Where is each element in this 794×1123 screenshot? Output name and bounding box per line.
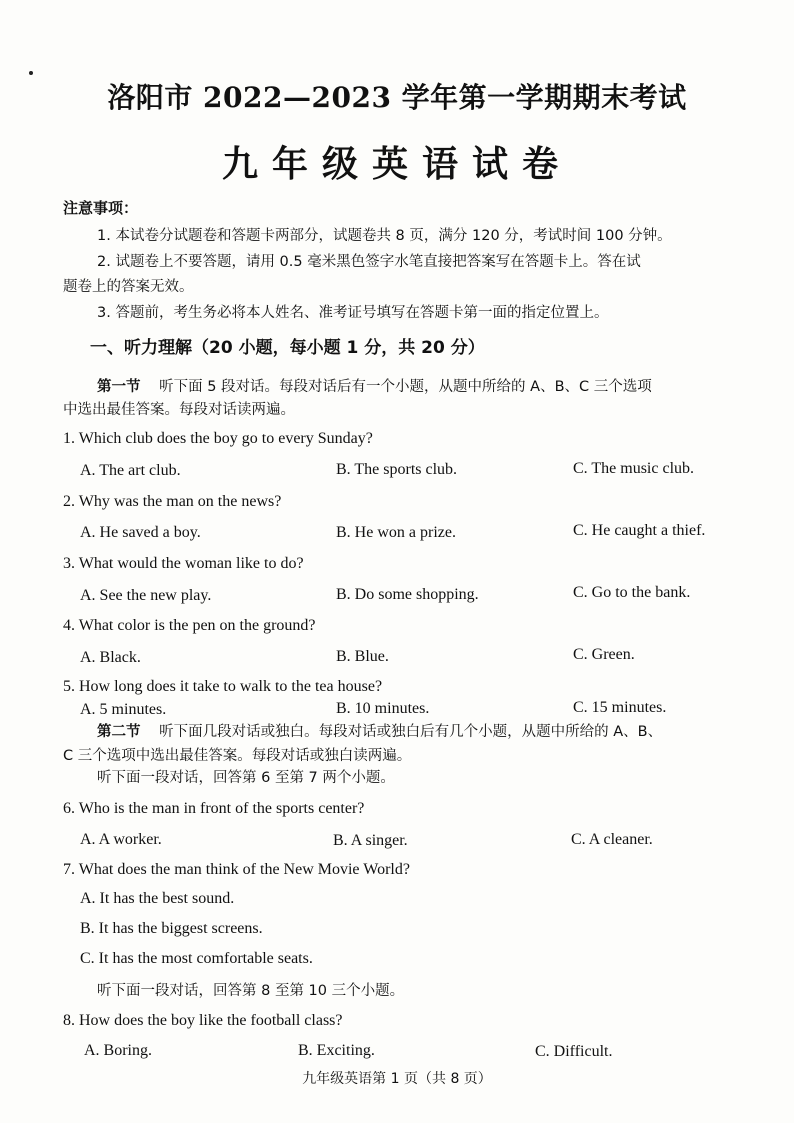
exam-title: 洛阳市 2022—2023 学年第一学期期末考试 [107,81,687,114]
part-2-sub-instruction-2: 听下面一段对话，回答第 8 至第 10 三个小题。 [97,983,405,999]
q5-option-c: C. 15 minutes. [573,699,667,716]
q1-option-c: C. The music club. [573,460,695,477]
question-2: 2. Why was the man on the news? [63,493,282,510]
q1-option-b: B. The sports club. [336,461,458,478]
q8-option-b: B. Exciting. [298,1042,375,1059]
question-4: 4. What color is the pen on the ground? [63,617,316,634]
question-8: 8. How does the boy like the football class? [63,1012,343,1029]
q2-option-b: B. He won a prize. [336,524,456,541]
part-1-label: 第一节 [97,379,141,395]
page-footer: 九年级英语第 1 页（共 8 页） [302,1071,492,1087]
part-1-instructions-a [97,377,652,397]
q3-option-b: B. Do some shopping. [336,586,479,603]
q6-option-b: B. A singer. [333,832,408,849]
part-1-instr-text: 听下面 5 段对话。每段对话后有一个小题，从题中所给的 A、B、C 三个选项 [159,379,652,395]
part-2-label: 第二节 [97,724,141,740]
q6-option-c: C. A cleaner. [571,831,653,848]
exam-subtitle: 九年级英语试卷 [221,143,572,185]
q2-option-c: C. He caught a thief. [573,522,706,539]
notes-heading: 注意事项： [63,199,139,217]
part-1-instructions-b: 中选出最佳答案。每段对话读两遍。 [63,402,295,418]
q3-option-c: C. Go to the bank. [573,584,691,601]
q1-option-a: A. The art club. [80,462,181,479]
q3-option-a: A. See the new play. [80,587,212,604]
part-2-instr-text: 听下面几段对话或独白。每段对话或独白后有几个小题，从题中所给的 A、B、 [159,724,663,740]
q8-option-a: A. Boring. [84,1042,152,1059]
q7-option-a: A. It has the best sound. [80,890,235,907]
q5-option-a: A. 5 minutes. [80,701,167,718]
question-1: 1. Which club does the boy go to every Sunday? [63,430,373,447]
part-2-instructions-b: C 三个选项中选出最佳答案。每段对话或独白读两遍。 [63,748,412,764]
part-2-sub-instruction-1: 听下面一段对话，回答第 6 至第 7 两个小题。 [97,770,395,786]
note-item-2b: 题卷上的答案无效。 [63,279,194,295]
q4-option-b: B. Blue. [336,648,389,665]
question-6: 6. Who is the man in front of the sports center? [63,800,365,817]
part-2-instructions-a [97,722,662,742]
section-1-heading: 一、听力理解（20 小题，每小题 1 分，共 20 分） [90,338,485,358]
question-3: 3. What would the woman like to do? [63,555,304,572]
note-item-1: 1. 本试卷分试题卷和答题卡两部分，试题卷共 8 页，满分 120 分，考试时间 100 分钟。 [97,228,672,244]
q7-option-c: C. It has the most comfortable seats. [80,950,313,967]
q2-option-a: A. He saved a boy. [80,524,201,541]
note-item-2a: 2. 试题卷上不要答题，请用 0.5 毫米黑色签字水笔直接把答案写在答题卡上。答在试 [97,254,641,270]
question-5: 5. How long does it take to walk to the tea house? [63,678,383,695]
note-item-3: 3. 答题前，考生务必将本人姓名、准考证号填写在答题卡第一面的指定位置上。 [97,305,609,321]
q5-option-b: B. 10 minutes. [336,700,430,717]
q7-option-b: B. It has the biggest screens. [80,920,263,937]
q4-option-a: A. Black. [80,649,141,666]
q4-option-c: C. Green. [573,646,635,663]
q6-option-a: A. A worker. [80,831,162,848]
question-7: 7. What does the man think of the New Movie World? [63,861,410,878]
scan-speck [29,71,33,75]
q8-option-c: C. Difficult. [535,1043,613,1060]
